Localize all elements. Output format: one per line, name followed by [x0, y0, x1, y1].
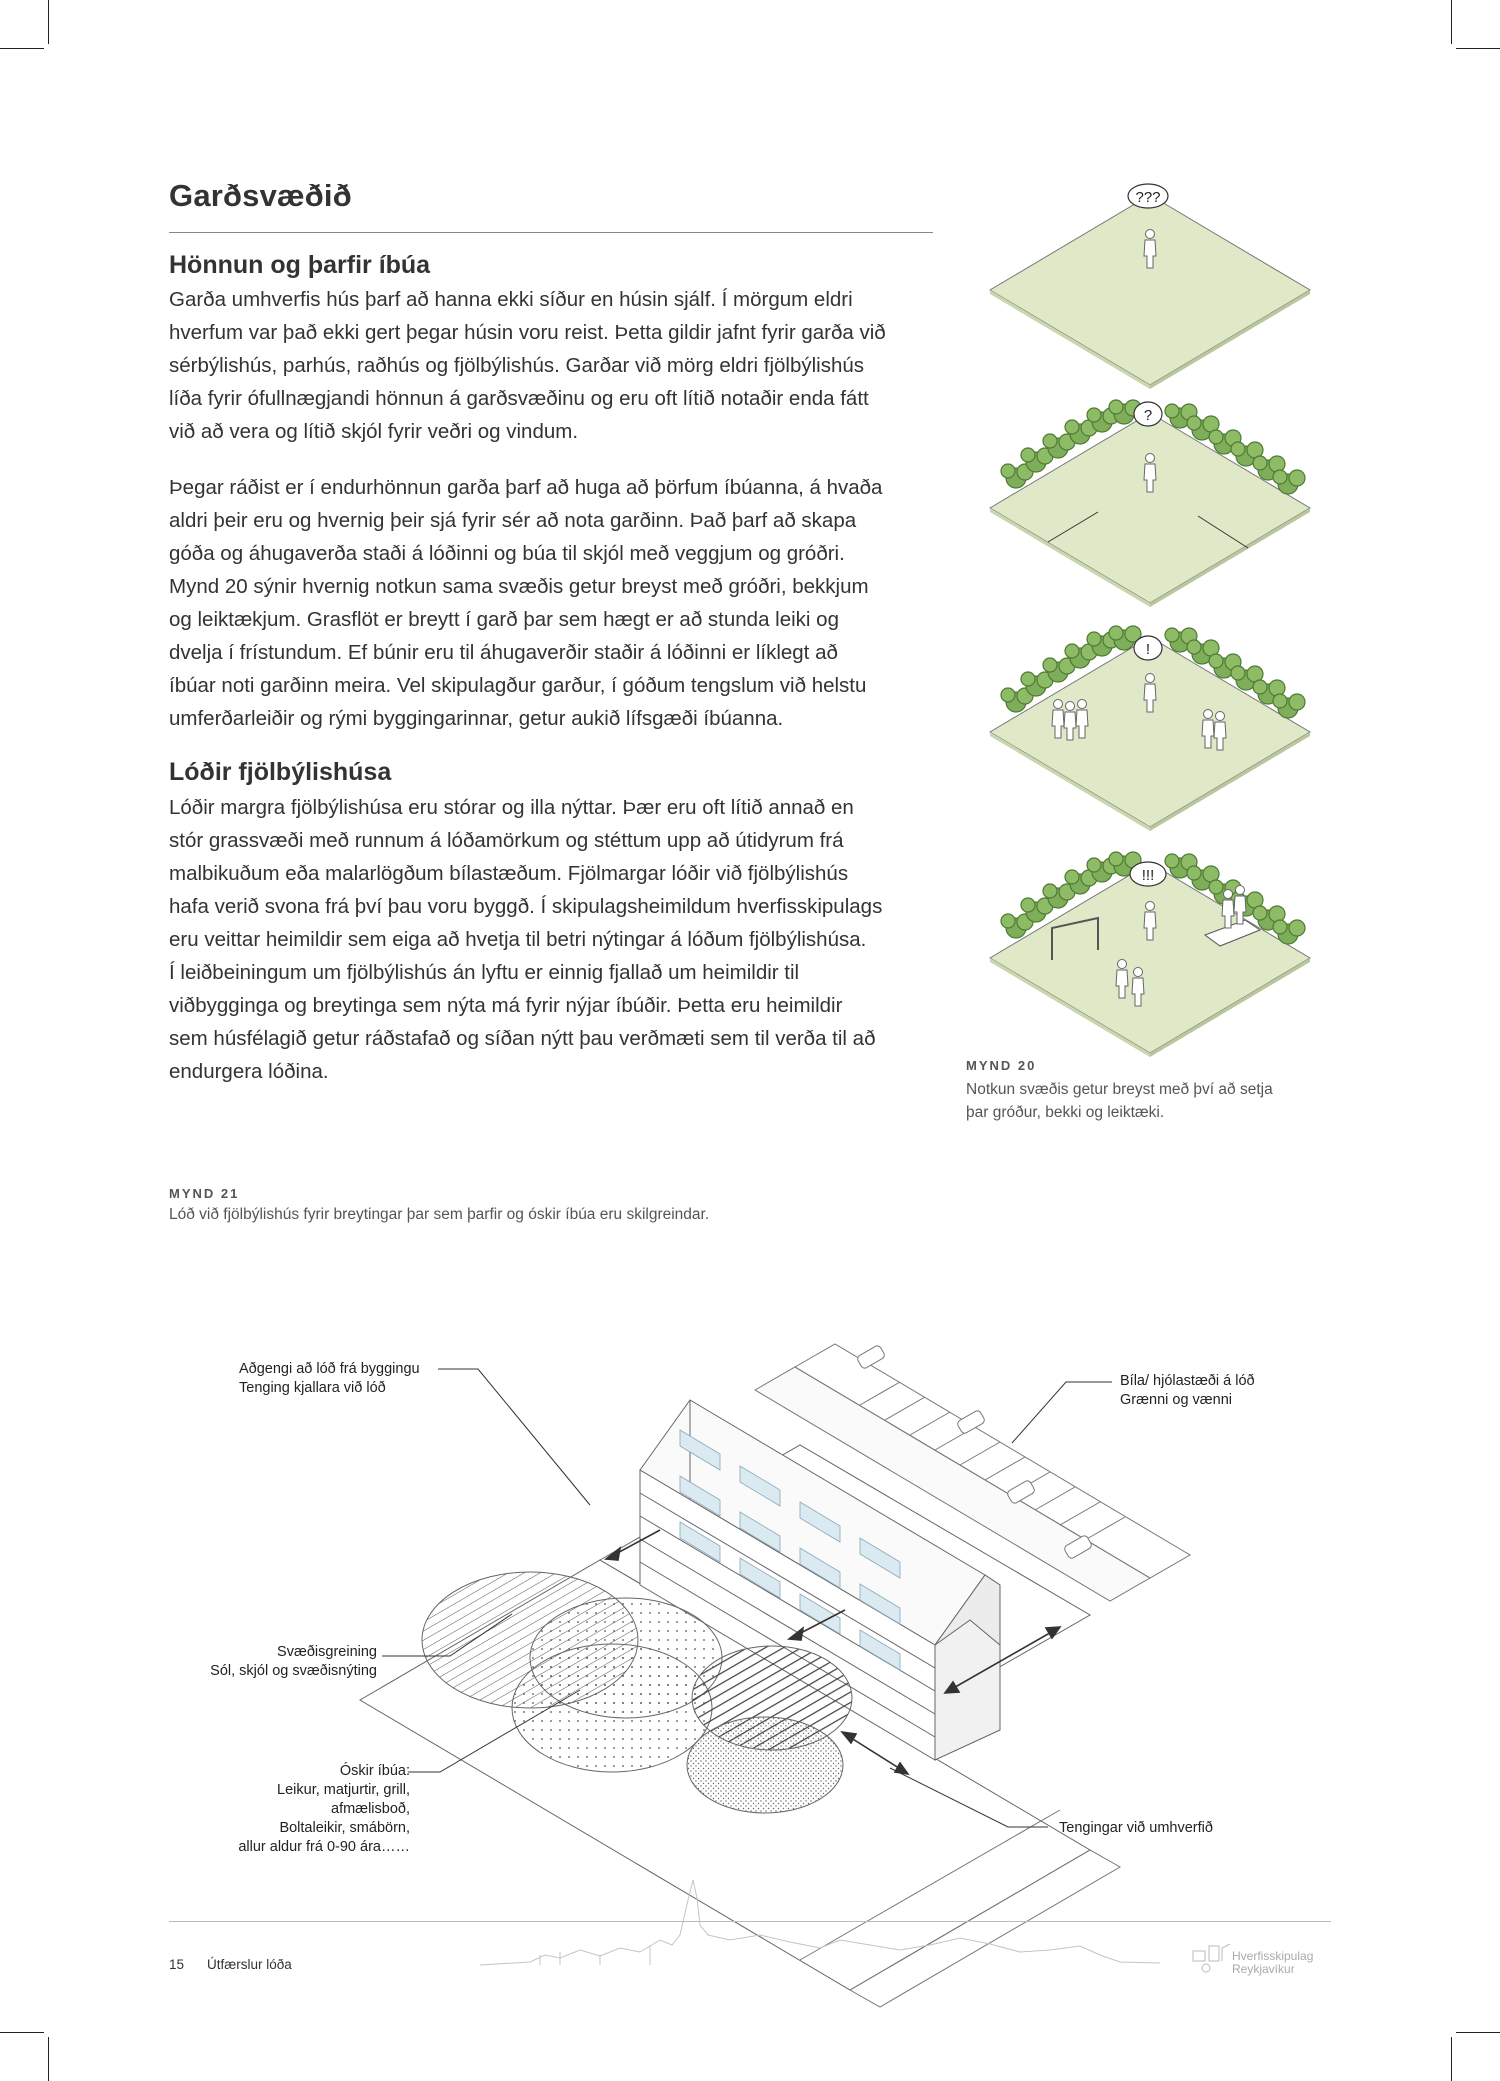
callout-line: afmælisboð,	[331, 1801, 410, 1817]
text-line: íbúar noti garðinn meira. Vel skipulagður garður, í góðum tengslum við helstu	[169, 674, 867, 697]
section-heading-needs: Hönnun og þarfir íbúa	[169, 251, 431, 279]
text-line: Í leiðbeiningum um fjölbýlishús án lyftu er einnig fjallað um heimildir til	[169, 961, 800, 984]
section-heading-lots: Lóðir fjölbýlishúsa	[169, 758, 392, 786]
text-line: hafa verið svona frá því þau voru byggð. Í skipulagsheimildum hverfisskipulags	[169, 895, 883, 918]
callout-line: Tenging kjallara við lóð	[239, 1380, 386, 1396]
page-title: Garðsvæðið	[169, 178, 352, 213]
text-line: við að vera og lítið skjól fyrir veðri og vindum.	[169, 420, 579, 443]
figure-21-label: MYND 21	[169, 1186, 240, 1201]
logo-mark	[1193, 1944, 1230, 1972]
brand-name	[1232, 1950, 1313, 1976]
callout-access	[239, 1360, 439, 1398]
caption-line: þar gróður, bekki og leiktæki.	[966, 1104, 1165, 1121]
callout-line: Leikur, matjurtir, grill,	[277, 1782, 410, 1798]
callout-parking	[1120, 1372, 1320, 1410]
text-line: sem húsfélagið getur ráðstafað og síðan nýtt þau verðmæti sem til verða til að	[169, 1027, 876, 1050]
text-line: sérbýlishús, parhús, raðhús og fjölbýlishús. Garðar við mörg eldri fjölbýlishús	[169, 354, 865, 377]
text-line: og leiktækjum. Grasflöt er breytt í garð þar sem hægt er að stunda leiki og	[169, 608, 839, 631]
text-line: malbikuðum eða malarlögðum bílastæðum. Fjölmargar lóðir við fjölbýlishús	[169, 862, 849, 885]
text-line: stór grassvæði með runnum á lóðamörkum og stéttum upp að útidyrum frá	[169, 829, 844, 852]
callout-line: Aðgengi að lóð frá byggingu	[239, 1361, 420, 1377]
bubble-text: !	[1145, 641, 1151, 658]
text-line: góða og áhugaverða staði á lóðinni og búa til skjól með veggjum og gróðri.	[169, 542, 845, 565]
bubble-text: !!!	[1141, 867, 1155, 884]
text-line: líða fyrir ófullnægjandi hönnun á garðsvæðinu og eru oft lítið notaðir enda fátt	[169, 387, 869, 410]
zone-circle	[512, 1644, 712, 1772]
text-line: dvelja í frístundum. Ef búnir eru til áhugaverðir staðir á lóðinni er líklegt að	[169, 641, 838, 664]
footer-divider	[169, 1921, 1331, 1922]
zone-circle	[687, 1717, 843, 1813]
figure-20-label: MYND 20	[966, 1058, 1037, 1073]
text-line: hverfum var það ekki gert þegar húsin voru reist. Þetta gildir jafnt fyrir garða við	[169, 321, 886, 344]
bubble-text: ???	[1135, 189, 1161, 206]
text-line: Mynd 20 sýnir hvernig notkun sama svæðis getur breyst með gróðri, bekkjum	[169, 575, 869, 598]
text-line: endurgera lóðina.	[169, 1060, 329, 1083]
text-line: Garða umhverfis hús þarf að hanna ekki síður en húsin sjálf. Í mörgum eldri	[169, 288, 853, 311]
callout-line: Óskir íbúa:	[339, 1763, 410, 1779]
text-line: umferðarleiðir og rými byggingarinnar, getur aukið lífsgæði íbúanna.	[169, 707, 784, 730]
text-line: Lóðir margra fjölbýlishúsa eru stórar og illa nýttar. Þær eru oft lítið annað en	[169, 796, 854, 819]
callout-line: Boltaleikir, smábörn,	[279, 1820, 410, 1836]
brand-line: Hverfisskipulag	[1232, 1949, 1314, 1963]
bubble-text: ?	[1143, 407, 1153, 424]
brand-line: Reykjavíkur	[1232, 1962, 1295, 1976]
callout-line: Grænni og vænni	[1120, 1392, 1233, 1408]
footer-section-name: Útfærslur lóða	[207, 1957, 292, 1972]
text-line: eru veittar heimildir sem eiga að hvetja til betri nýtingar á lóðum fjölbýlishúsa.	[169, 928, 867, 951]
figure-21-caption: Lóð við fjölbýlishús fyrir breytingar þar sem þarfir og óskir íbúa eru skilgreindar.	[169, 1206, 710, 1223]
callout-line: Bíla/ hjólastæði á lóð	[1120, 1373, 1255, 1389]
page-number: 15	[169, 1957, 185, 1972]
text-line: aldri þeir eru og hvernig þeir sjá fyrir sér að nota garðinn. Það þarf að skapa	[169, 509, 857, 532]
callout-wishes	[160, 1762, 410, 1857]
callout-connections: Tengingar við umhverfið	[1059, 1820, 1213, 1836]
callout-line: allur aldur frá 0-90 ára……	[238, 1839, 410, 1855]
caption-line: Notkun svæðis getur breyst með því að setja	[966, 1081, 1273, 1098]
text-line: Þegar ráðist er í endurhönnun garða þarf að huga að þörfum íbúanna, á hvaða	[169, 476, 883, 499]
callout-line: Sól, skjól og svæðisnýting	[210, 1663, 377, 1679]
text-line: viðbygginga og breytinga sem nýta má fyrir nýjar íbúðir. Þetta eru heimildir	[169, 994, 843, 1017]
callout-line: Svæðisgreining	[277, 1644, 377, 1660]
callout-zoning	[160, 1643, 377, 1681]
